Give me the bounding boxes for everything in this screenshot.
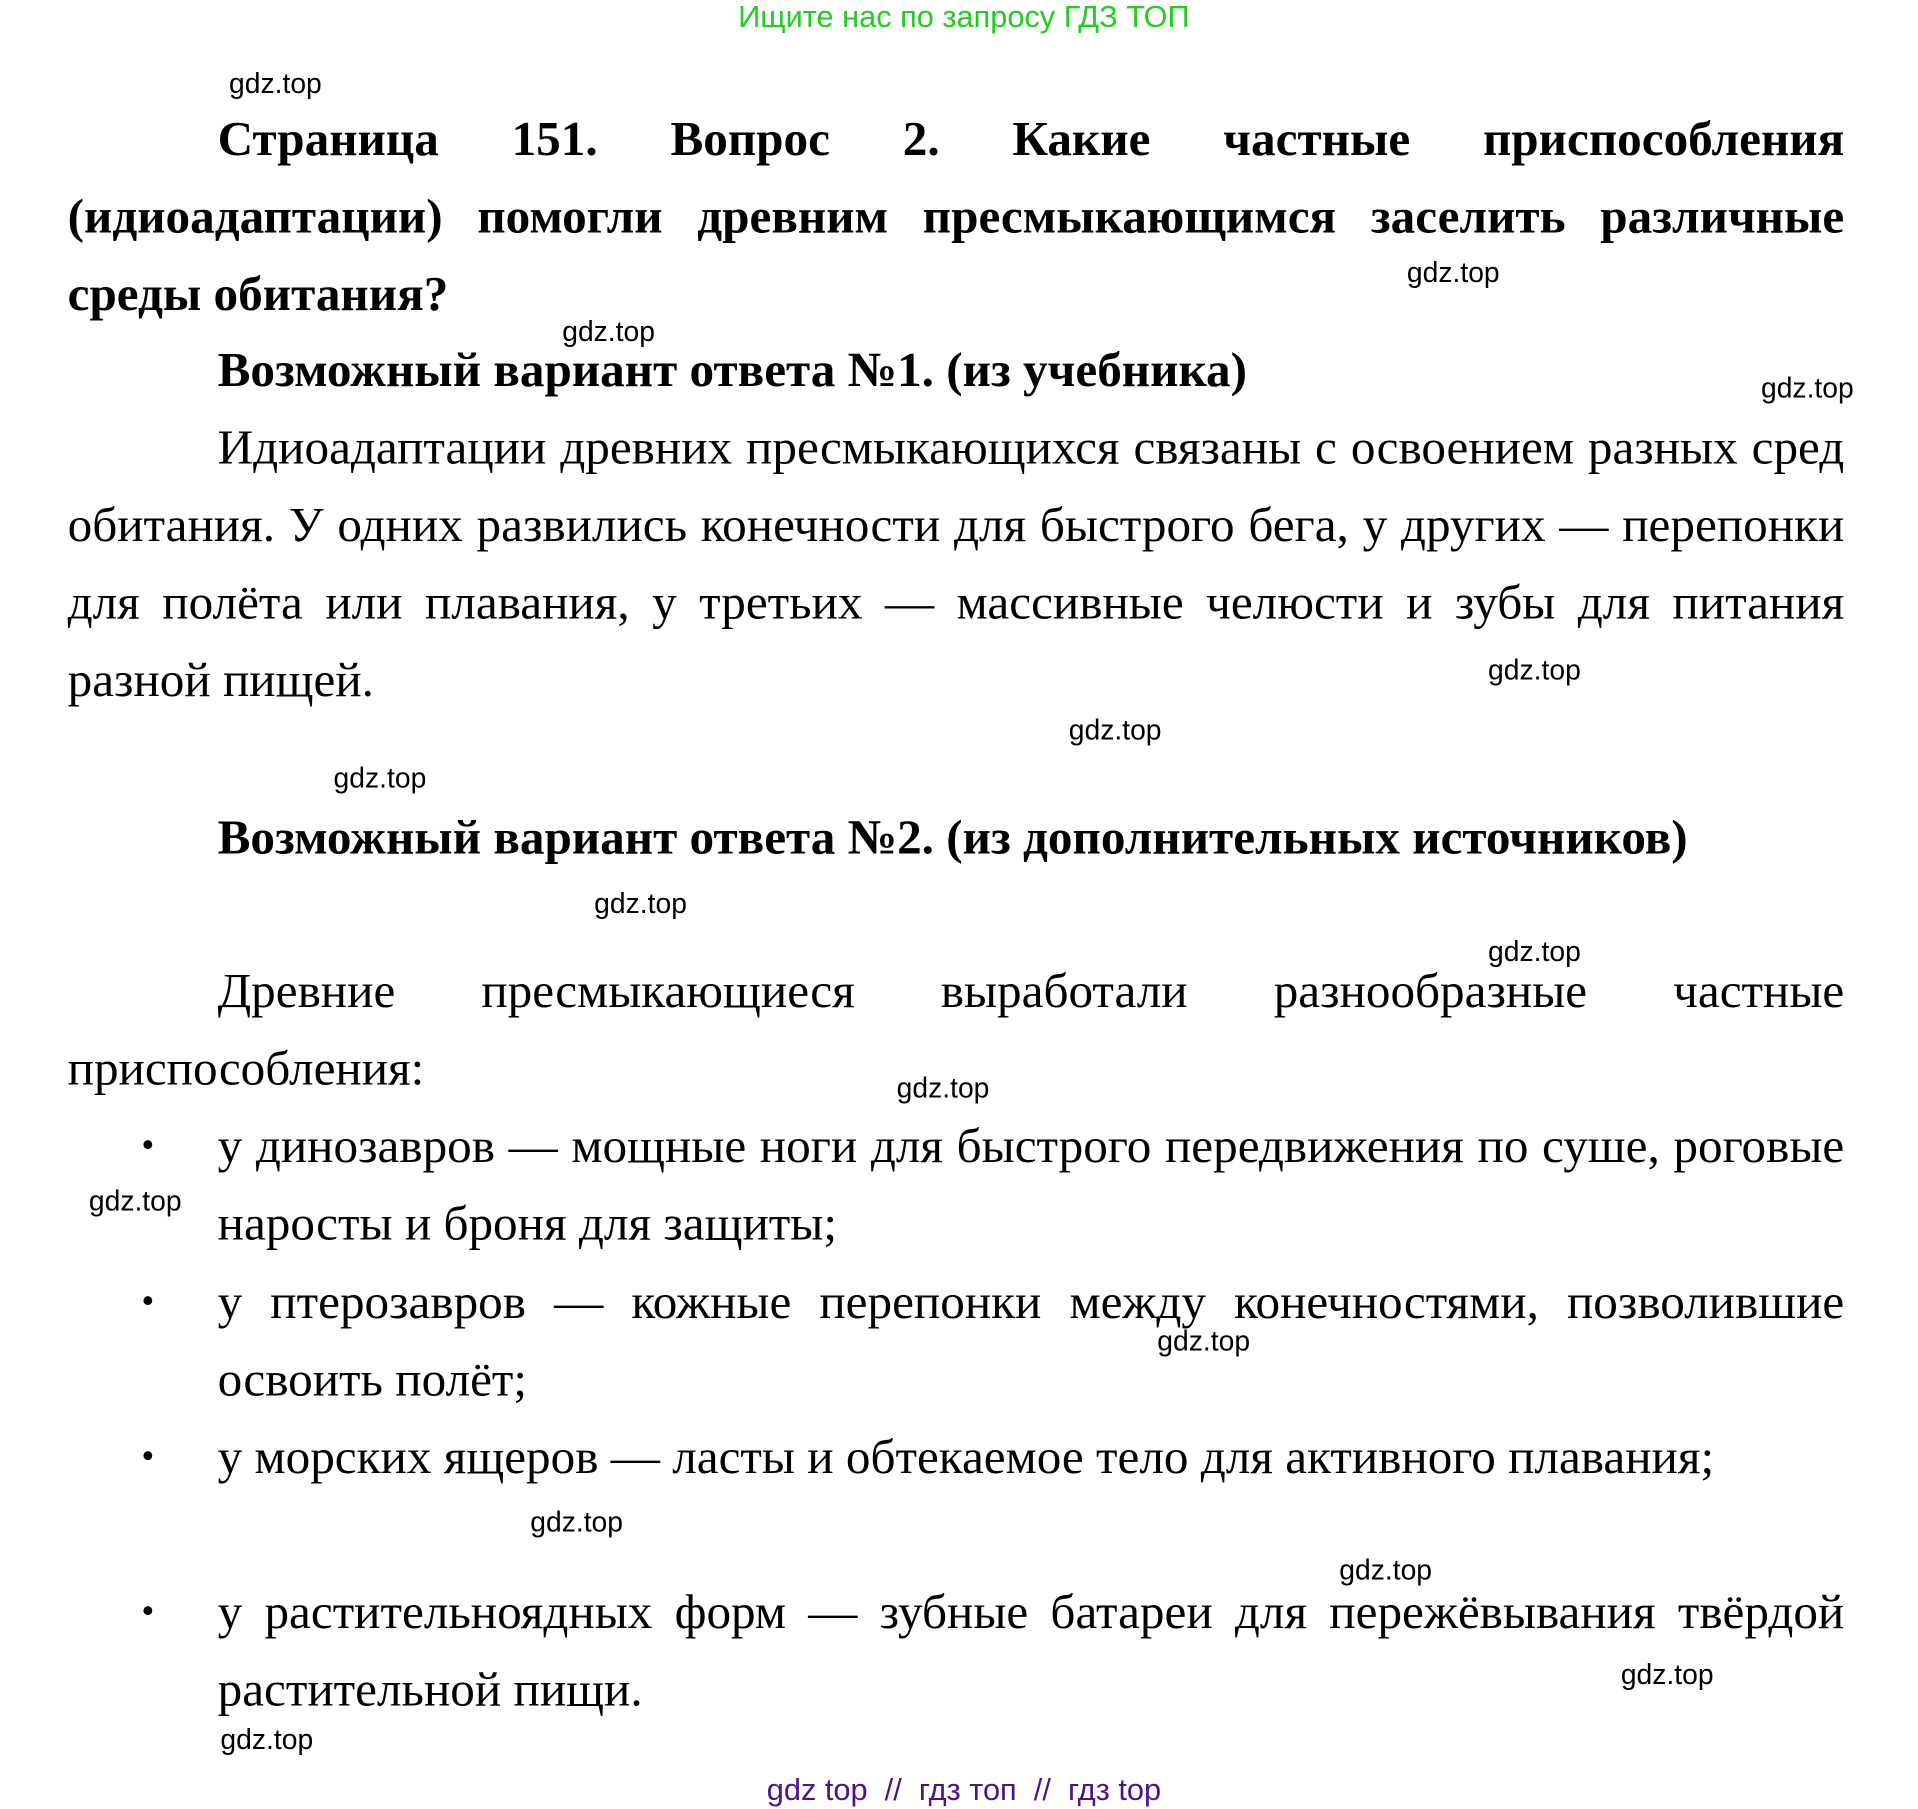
watermark: gdz.top xyxy=(229,67,322,99)
answer1-text: Идиоадаптации древних пресмыкающихся связаны с освоением разных сред обитания. У одних развились конечности для быстрого бега, у других — перепонки для полёта или плавания, у третьих — массивные челюсти и зубы для питания разной пищей. xyxy=(67,419,1845,707)
watermark: gdz.top xyxy=(896,1071,990,1104)
answer2-intro: Древние пресмыкающиеся выработали разнообразные частные приспособления: xyxy=(67,962,1845,1096)
watermark: gdz.top xyxy=(88,1184,182,1217)
watermark: gdz.top xyxy=(1406,256,1500,289)
watermark: gdz.top xyxy=(1068,713,1162,746)
watermark: gdz.top xyxy=(594,887,687,920)
list-item-text: у растительноядных форм — зубные батареи для пережёвывания твёрдой растительной пищи. xyxy=(217,1583,1845,1717)
bullet-icon: • xyxy=(141,1281,155,1322)
list-item xyxy=(141,1263,1845,1418)
question-title: Страница 151. Вопрос 2. Какие частные приспособления (идиоадаптации) помогли древним пресмыкающимся заселить различные среды обитания? xyxy=(67,110,1845,321)
watermark: gdz.top xyxy=(1157,1324,1251,1357)
watermark: gdz.top xyxy=(530,1505,624,1538)
bullet-icon: • xyxy=(141,1124,155,1166)
list-item-text: у птерозавров — кожные перепонки между конечностями, позволившие освоить полёт; xyxy=(217,1273,1845,1407)
watermark: gdz.top xyxy=(1620,1657,1714,1690)
watermark: gdz.top xyxy=(220,1723,314,1756)
search-hint-banner: Ищите нас по запросу ГДЗ ТОП xyxy=(738,0,1190,35)
watermark: gdz.top xyxy=(1339,1553,1433,1586)
watermark: gdz.top xyxy=(333,761,427,794)
answer1-heading: Возможный вариант ответа №1. (из учебника) xyxy=(217,341,1248,398)
list-item xyxy=(141,1573,1845,1728)
footer-links[interactable]: gdz top // гдз топ // гдз top xyxy=(766,1772,1162,1808)
list-item xyxy=(141,1107,1845,1262)
list-item xyxy=(141,1418,1845,1495)
watermark: gdz.top xyxy=(1488,935,1581,968)
list-item-text: у морских ящеров — ласты и обтекаемое тело для активного плавания; xyxy=(217,1428,1715,1485)
bullet-icon: • xyxy=(141,1590,155,1632)
bullet-icon: • xyxy=(141,1436,155,1477)
watermark: gdz.top xyxy=(562,315,655,348)
list-item-text: у динозавров — мощные ноги для быстрого передвижения по суше, роговые наросты и броня для защиты; xyxy=(217,1117,1845,1251)
watermark: gdz.top xyxy=(1488,653,1581,686)
watermark: gdz.top xyxy=(1760,371,1854,404)
answer2-heading: Возможный вариант ответа №2. (из дополнительных источников) xyxy=(217,809,1688,865)
